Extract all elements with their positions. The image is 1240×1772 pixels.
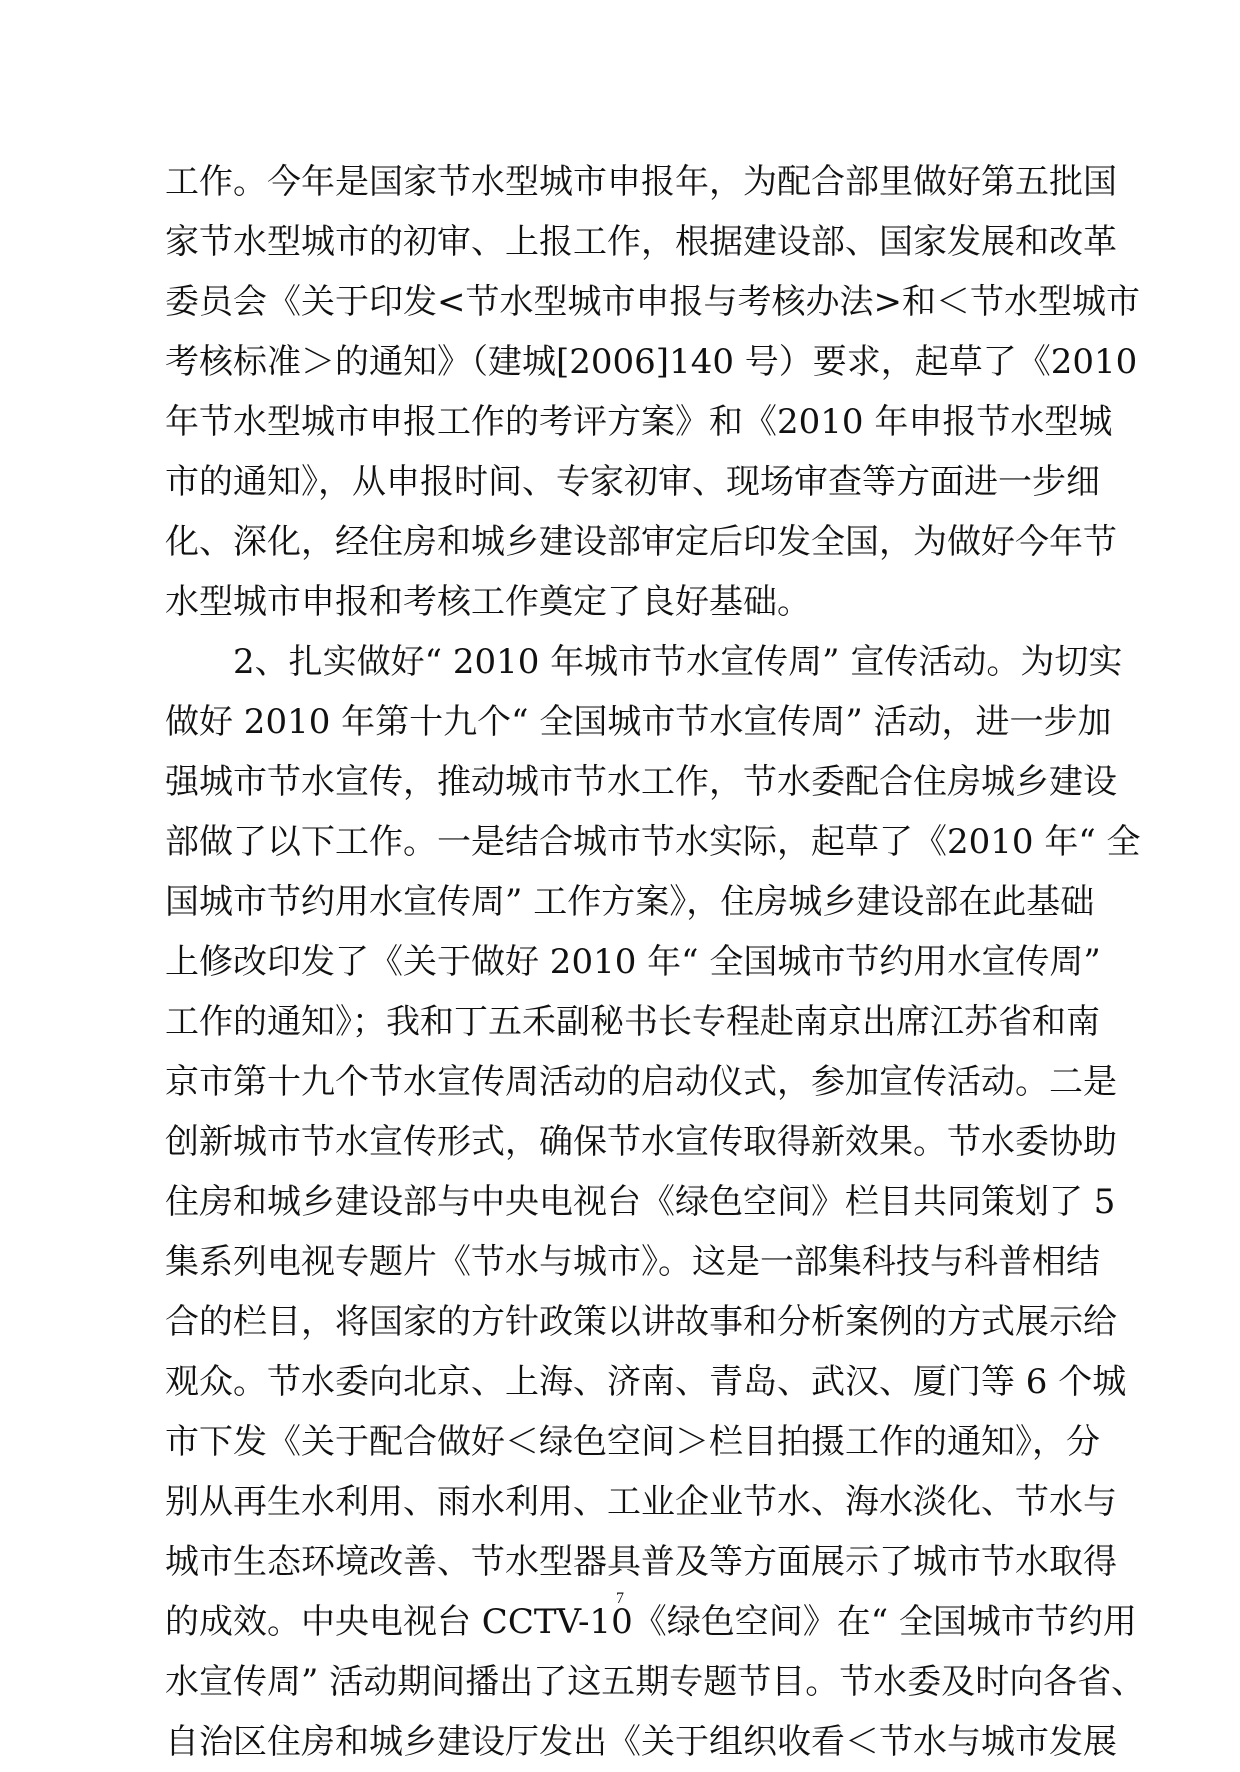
text-line: 委员会《关于印发<节水型城市申报与考核办法>和＜节水型城市 <box>165 282 1140 322</box>
text-line: 上修改印发了《关于做好 2010 年“ 全国城市节约用水宣传周” <box>165 942 1101 982</box>
text-line: 市的通知》，从申报时间、专家初审、现场审查等方面进一步细 <box>165 462 1100 502</box>
text-line: 市下发《关于配合做好＜绿色空间＞栏目拍摄工作的通知》，分 <box>165 1422 1100 1462</box>
body-text <box>165 152 1146 1772</box>
text-line: 工作的通知》；我和丁五禾副秘书长专程赴南京出席江苏省和南 <box>165 1002 1100 1042</box>
text-line: 住房和城乡建设部与中央电视台《绿色空间》栏目共同策划了 5 <box>165 1182 1116 1222</box>
text-line: 2、扎实做好“ 2010 年城市节水宣传周” 宣传活动。为切实 <box>233 642 1123 682</box>
text-line: 强城市节水宣传，推动城市节水工作，节水委配合住房城乡建设 <box>165 762 1117 802</box>
text-line: 自治区住房和城乡建设厅发出《关于组织收看＜节水与城市发展 <box>165 1722 1117 1762</box>
text-line: 部做了以下工作。一是结合城市节水实际，起草了《2010 年“ 全 <box>165 822 1141 862</box>
text-line: 工作。今年是国家节水型城市申报年，为配合部里做好第五批国 <box>165 162 1117 202</box>
page-number: 7 <box>616 1590 624 1607</box>
text-line: 合的栏目，将国家的方针政策以讲故事和分析案例的方式展示给 <box>165 1302 1117 1342</box>
text-line: 水宣传周” 活动期间播出了这五期专题节目。节水委及时向各省、 <box>165 1662 1146 1702</box>
text-line: 别从再生水利用、雨水利用、工业企业节水、海水淡化、节水与 <box>165 1482 1117 1522</box>
text-line: 集系列电视专题片《节水与城市》。这是一部集科技与科普相结 <box>165 1242 1100 1282</box>
text-line: 京市第十九个节水宣传周活动的启动仪式，参加宣传活动。二是 <box>165 1062 1117 1102</box>
text-line: 家节水型城市的初审、上报工作，根据建设部、国家发展和改革 <box>165 222 1117 262</box>
text-line: 国城市节约用水宣传周” 工作方案》，住房城乡建设部在此基础 <box>165 882 1095 922</box>
text-line: 的成效。中央电视台 CCTV-10《绿色空间》在“ 全国城市节约用 <box>165 1602 1137 1642</box>
text-line: 做好 2010 年第十九个“ 全国城市节水宣传周” 活动，进一步加 <box>165 702 1112 742</box>
text-line: 创新城市节水宣传形式，确保节水宣传取得新效果。节水委协助 <box>165 1122 1117 1162</box>
text-line: 水型城市申报和考核工作奠定了良好基础。 <box>165 582 811 622</box>
text-line: 观众。节水委向北京、上海、济南、青岛、武汉、厦门等 6 个城 <box>165 1362 1127 1402</box>
text-line: 化、深化，经住房和城乡建设部审定后印发全国，为做好今年节 <box>165 522 1117 562</box>
text-line: 城市生态环境改善、节水型器具普及等方面展示了城市节水取得 <box>165 1542 1117 1582</box>
paragraph-1 <box>165 152 1140 632</box>
text-line: 年节水型城市申报工作的考评方案》和《2010 年申报节水型城 <box>165 402 1113 442</box>
text-line: 考核标准＞的通知》（建城[2006]140 号）要求，起草了《2010 <box>165 342 1138 382</box>
